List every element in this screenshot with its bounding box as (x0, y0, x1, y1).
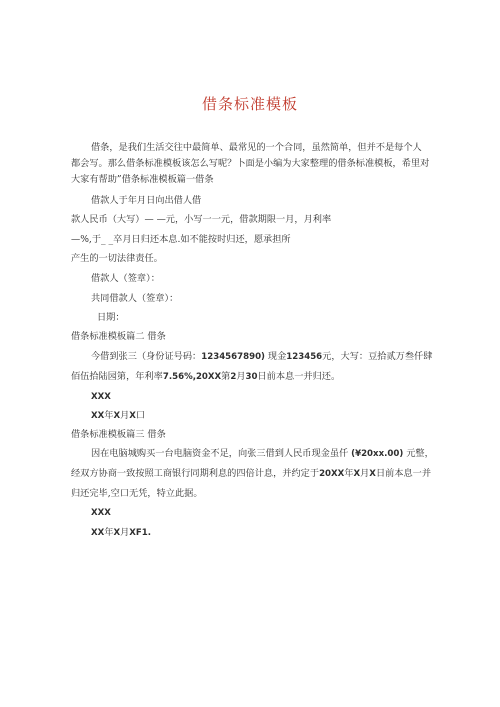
intro-line-3: 大家有帮助”借条标准模板篇一借条 (71, 174, 214, 185)
s3-sign-month: X (113, 528, 121, 538)
section3-line-2 (71, 468, 431, 480)
section3-line-2-text: 经双方协商一致按照工商银行同期利息的四倍计息，并约定于 (71, 468, 320, 479)
s3-sign-year: XX (91, 528, 105, 538)
loan-amount: 123456 (286, 352, 323, 362)
section3-amount: (¥20xx.00) (351, 449, 404, 459)
s2-month: X (113, 411, 121, 421)
template1-line-4: 产生的一切法律责任。 (71, 253, 163, 264)
section2-line-2-text: 佰伍拾陆园第，年利率 (71, 371, 163, 382)
section2-line-2 (71, 371, 340, 383)
id-number: 1234567890) (201, 352, 265, 362)
s3-month-char: 月 (360, 468, 370, 479)
s2-day-char: 口 (135, 410, 146, 421)
date-label: 日期： (97, 312, 125, 323)
intro-line-2: 都会写。那么借条标准模板该怎么写呢？卜面是小编为大家整理的借条标准模板，希里对 (71, 158, 430, 169)
section3-line-2-tail: 日前本息一并 (375, 468, 432, 479)
interest-rate: 7.56%,20XX (162, 372, 222, 382)
section2-signer: XXX (91, 392, 111, 402)
template1-line-2: 款人民币（大写）— —元，小写一一元，借款期限一月，月利率 (71, 214, 332, 225)
s2-year-char: 年 (104, 410, 114, 421)
borrower-signature: 借款人（签章）： (91, 273, 160, 284)
s3-year-char: 年 (344, 468, 354, 479)
section2-di: 第 (221, 371, 231, 382)
repay-day: 30 (245, 372, 258, 382)
section3-line-1-tail: 元整， (406, 448, 434, 459)
s2-day: X (129, 411, 136, 421)
section2-heading: 借条标准模板篇二 借条 (71, 331, 166, 342)
section2-cash-label: 现金 (267, 351, 287, 362)
section3-line-1-text: 因在电脑城购买一台电脑资金不足，向张三借到人民币现金虽仟 (91, 448, 349, 459)
coborrower-signature: 共同借款人（签章）： (91, 293, 179, 304)
section2-date (91, 410, 145, 422)
s3-day: X (369, 469, 376, 479)
section3-line-1 (91, 448, 434, 460)
section2-amount-words: 元，大写：豆拾贰万叁仟肆 (322, 351, 433, 362)
s3-sign-year-char: 年 (104, 527, 114, 538)
s3-month: X (353, 469, 361, 479)
s2-month-char: 月 (120, 410, 130, 421)
section3-signer: XXX (91, 508, 111, 518)
section3-line-3: 归还完毕,空口无凭，特立此据。 (71, 488, 203, 499)
section2-line-1 (91, 351, 432, 363)
intro-line-1: 借条，是我们生活交往中最简单、最常见的一个合同，虽然简单，但并不是每个人 (91, 142, 422, 153)
s2-year: XX (91, 411, 105, 421)
template1-line-3: —%,于_ _卒月日归还本息.如不能按时归还，愿承担所 (71, 234, 291, 245)
page-title: 借条标准模板 (201, 95, 298, 113)
s3-year: 20XX (319, 469, 345, 479)
section2-line-1-text: 今借到张三（身份证号码： (91, 351, 202, 362)
s3-sign-month-char: 月 (120, 527, 130, 538)
section3-heading: 借条标准模板篇三 借条 (71, 429, 166, 440)
template1-line-1: 借款人于年月日向出借人借 (91, 195, 202, 206)
repay-month: 2 (230, 372, 237, 382)
section2-yue: 月 (236, 371, 246, 382)
section3-date (91, 527, 151, 539)
s3-sign-day: XF1. (129, 528, 152, 538)
section2-line-2-tail: 日前本息一并归还。 (257, 371, 341, 382)
